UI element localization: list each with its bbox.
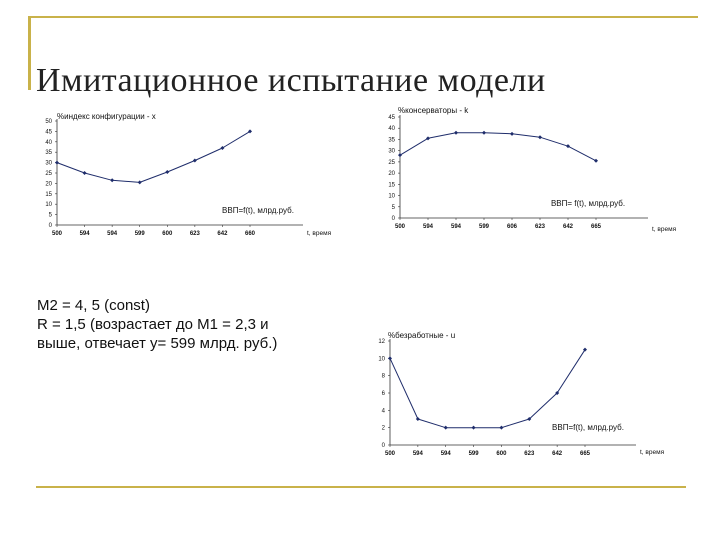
chart0-x-label: t, время (307, 230, 332, 237)
chart0-ytick-label: 10 (45, 202, 52, 209)
chart2-xtick-label: 594 (412, 451, 423, 457)
chart0-xtick-label: 642 (217, 231, 228, 237)
chart0-xtick-label: 500 (51, 231, 63, 237)
chart0-ytick-label: 30 (45, 160, 52, 167)
chart0-series-line (57, 131, 250, 182)
chart1-xtick-label: 599 (478, 224, 490, 230)
chart1-xtick-label: 606 (506, 224, 518, 230)
chart0-annotation: ВВП=f(t), млрд.руб. (222, 206, 294, 215)
chart2-xtick-label: 642 (552, 451, 563, 457)
chart0-xtick-label: 623 (189, 231, 200, 237)
chart0-ytick-label: 35 (45, 150, 52, 157)
chart0-data-point (83, 171, 87, 175)
chart0-data-point (165, 170, 169, 174)
chart0-xtick-label: 599 (134, 231, 145, 237)
chart2-ytick-label: 2 (381, 425, 385, 432)
chart1-ytick-label: 5 (391, 204, 395, 211)
chart1-ytick-label: 10 (388, 193, 395, 200)
chart0-xtick-label: 594 (107, 231, 118, 237)
chart1-data-point (538, 135, 542, 139)
param-line-1: M2 = 4, 5 (const) (37, 297, 150, 314)
chart2-data-point (444, 426, 448, 430)
chart0-ytick-label: 40 (45, 139, 52, 146)
chart1-annotation: ВВП= f(t), млрд.руб. (550, 199, 626, 208)
chart2-series-line (390, 350, 585, 428)
chart1-ytick-label: 25 (388, 159, 395, 166)
chart1-xtick-label: 623 (534, 224, 546, 230)
chart1-ytick-label: 45 (388, 115, 395, 121)
chart0-ytick-label: 15 (45, 191, 52, 198)
chart0-data-point (55, 161, 59, 165)
chart1-ytick-label: 0 (391, 216, 395, 222)
chart1-xtick-label: 665 (590, 224, 602, 230)
chart0-ytick-label: 50 (45, 119, 52, 125)
chart2-data-point (388, 356, 392, 360)
chart2-xtick-label: 594 (440, 451, 451, 457)
chart0-data-point (110, 178, 114, 182)
chart1-ytick-label: 15 (388, 182, 395, 189)
chart0-xtick-label: 600 (162, 231, 173, 237)
chart1-ytick-label: 30 (388, 148, 395, 155)
chart2-ytick-label: 4 (381, 408, 385, 415)
chart0-xtick-label: 594 (79, 231, 90, 237)
chart1-data-point (482, 131, 486, 135)
model-parameters (37, 296, 367, 353)
chart1-xtick-label: 594 (422, 224, 434, 230)
chart1-xtick-label: 594 (450, 224, 462, 230)
chart2-xtick-label: 500 (384, 451, 396, 457)
chart2-xtick-label: 600 (496, 451, 507, 457)
chart1-x-label: t, время (652, 226, 677, 233)
chart2-ytick-label: 8 (381, 373, 385, 380)
chart2-data-point (472, 426, 476, 430)
chart0-xtick-label: 660 (244, 231, 256, 237)
chart1-ytick-label: 20 (388, 171, 395, 178)
chart0-y-label: %индекс конфигурации - x (57, 112, 156, 121)
chart2-ytick-label: 6 (381, 391, 385, 397)
chart2-data-point (416, 417, 420, 421)
chart0-data-point (193, 159, 197, 163)
chart2-xtick-label: 665 (579, 451, 591, 457)
chart0-data-point (138, 180, 142, 184)
chart0-ytick-label: 5 (48, 212, 52, 219)
param-line-3: выше, отвечает y= 599 млрд. руб.) (37, 335, 278, 352)
chart1-xtick-label: 500 (394, 224, 406, 230)
chart2-xtick-label: 623 (524, 451, 535, 457)
chart2-annotation: ВВП=f(t), млрд.руб. (552, 423, 624, 432)
chart2-y-label: %безработные - u (388, 331, 456, 340)
chart0-ytick-label: 25 (45, 171, 52, 177)
chart2-xtick-label: 599 (468, 451, 479, 457)
chart2-ytick-label: 0 (381, 443, 385, 449)
chart2-data-point (499, 426, 503, 430)
chart0-ytick-label: 0 (48, 223, 52, 229)
chart0-ytick-label: 20 (45, 181, 52, 188)
chart0-ytick-label: 45 (45, 129, 52, 136)
chart1-xtick-label: 642 (562, 224, 574, 230)
page-title: Имитационное испытание модели (36, 62, 546, 99)
chart1-data-point (398, 153, 402, 157)
chart1-ytick-label: 35 (388, 137, 395, 144)
chart2-ytick-label: 12 (378, 339, 385, 345)
chart1-y-label: %консерваторы - k (398, 106, 469, 115)
chart1-ytick-label: 40 (388, 126, 395, 133)
chart1-data-point (510, 132, 514, 136)
chart1-data-point (594, 159, 598, 163)
param-line-2: R = 1,5 (возрастает до М1 = 2,3 и (37, 316, 269, 333)
chart2-ytick-label: 10 (378, 356, 385, 363)
chart1-data-point (454, 131, 458, 135)
chart1-data-point (566, 144, 570, 148)
chart2-x-label: t, время (640, 449, 665, 456)
